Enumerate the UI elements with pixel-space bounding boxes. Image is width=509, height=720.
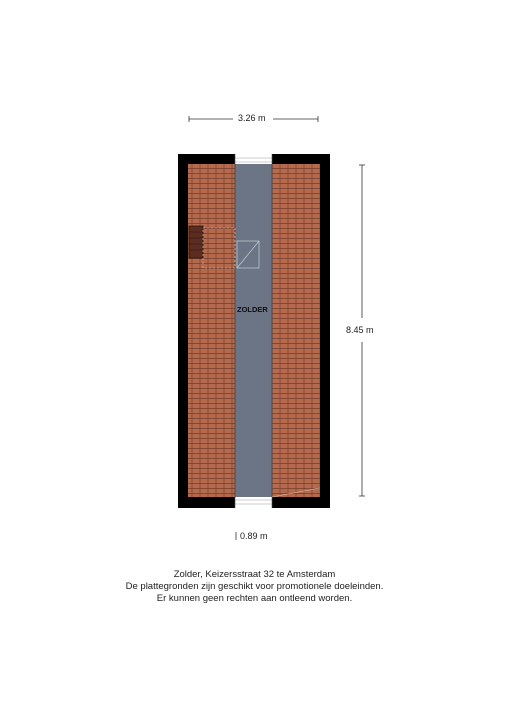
caption-disclaimer-1: De plattegronden zijn geschikt voor promotionele doeleinden. [125, 581, 384, 592]
height-label: 8.45 m [346, 325, 374, 335]
opening-label: 0.89 m [240, 531, 268, 541]
window-bottom [235, 496, 272, 508]
caption-title: Zolder, Keizersstraat 32 te Amsterdam [173, 569, 336, 580]
chimney [189, 226, 203, 258]
width-label: 3.26 m [238, 113, 266, 123]
floor-strip [235, 164, 272, 497]
caption-disclaimer-2: Er kunnen geen rechten aan ontleend worden. [156, 593, 353, 604]
roof-tiles-right [272, 164, 320, 497]
roof-tiles-left [188, 164, 235, 497]
window-top [235, 154, 272, 165]
caption [0, 569, 509, 605]
room-label: ZOLDER [237, 305, 268, 314]
